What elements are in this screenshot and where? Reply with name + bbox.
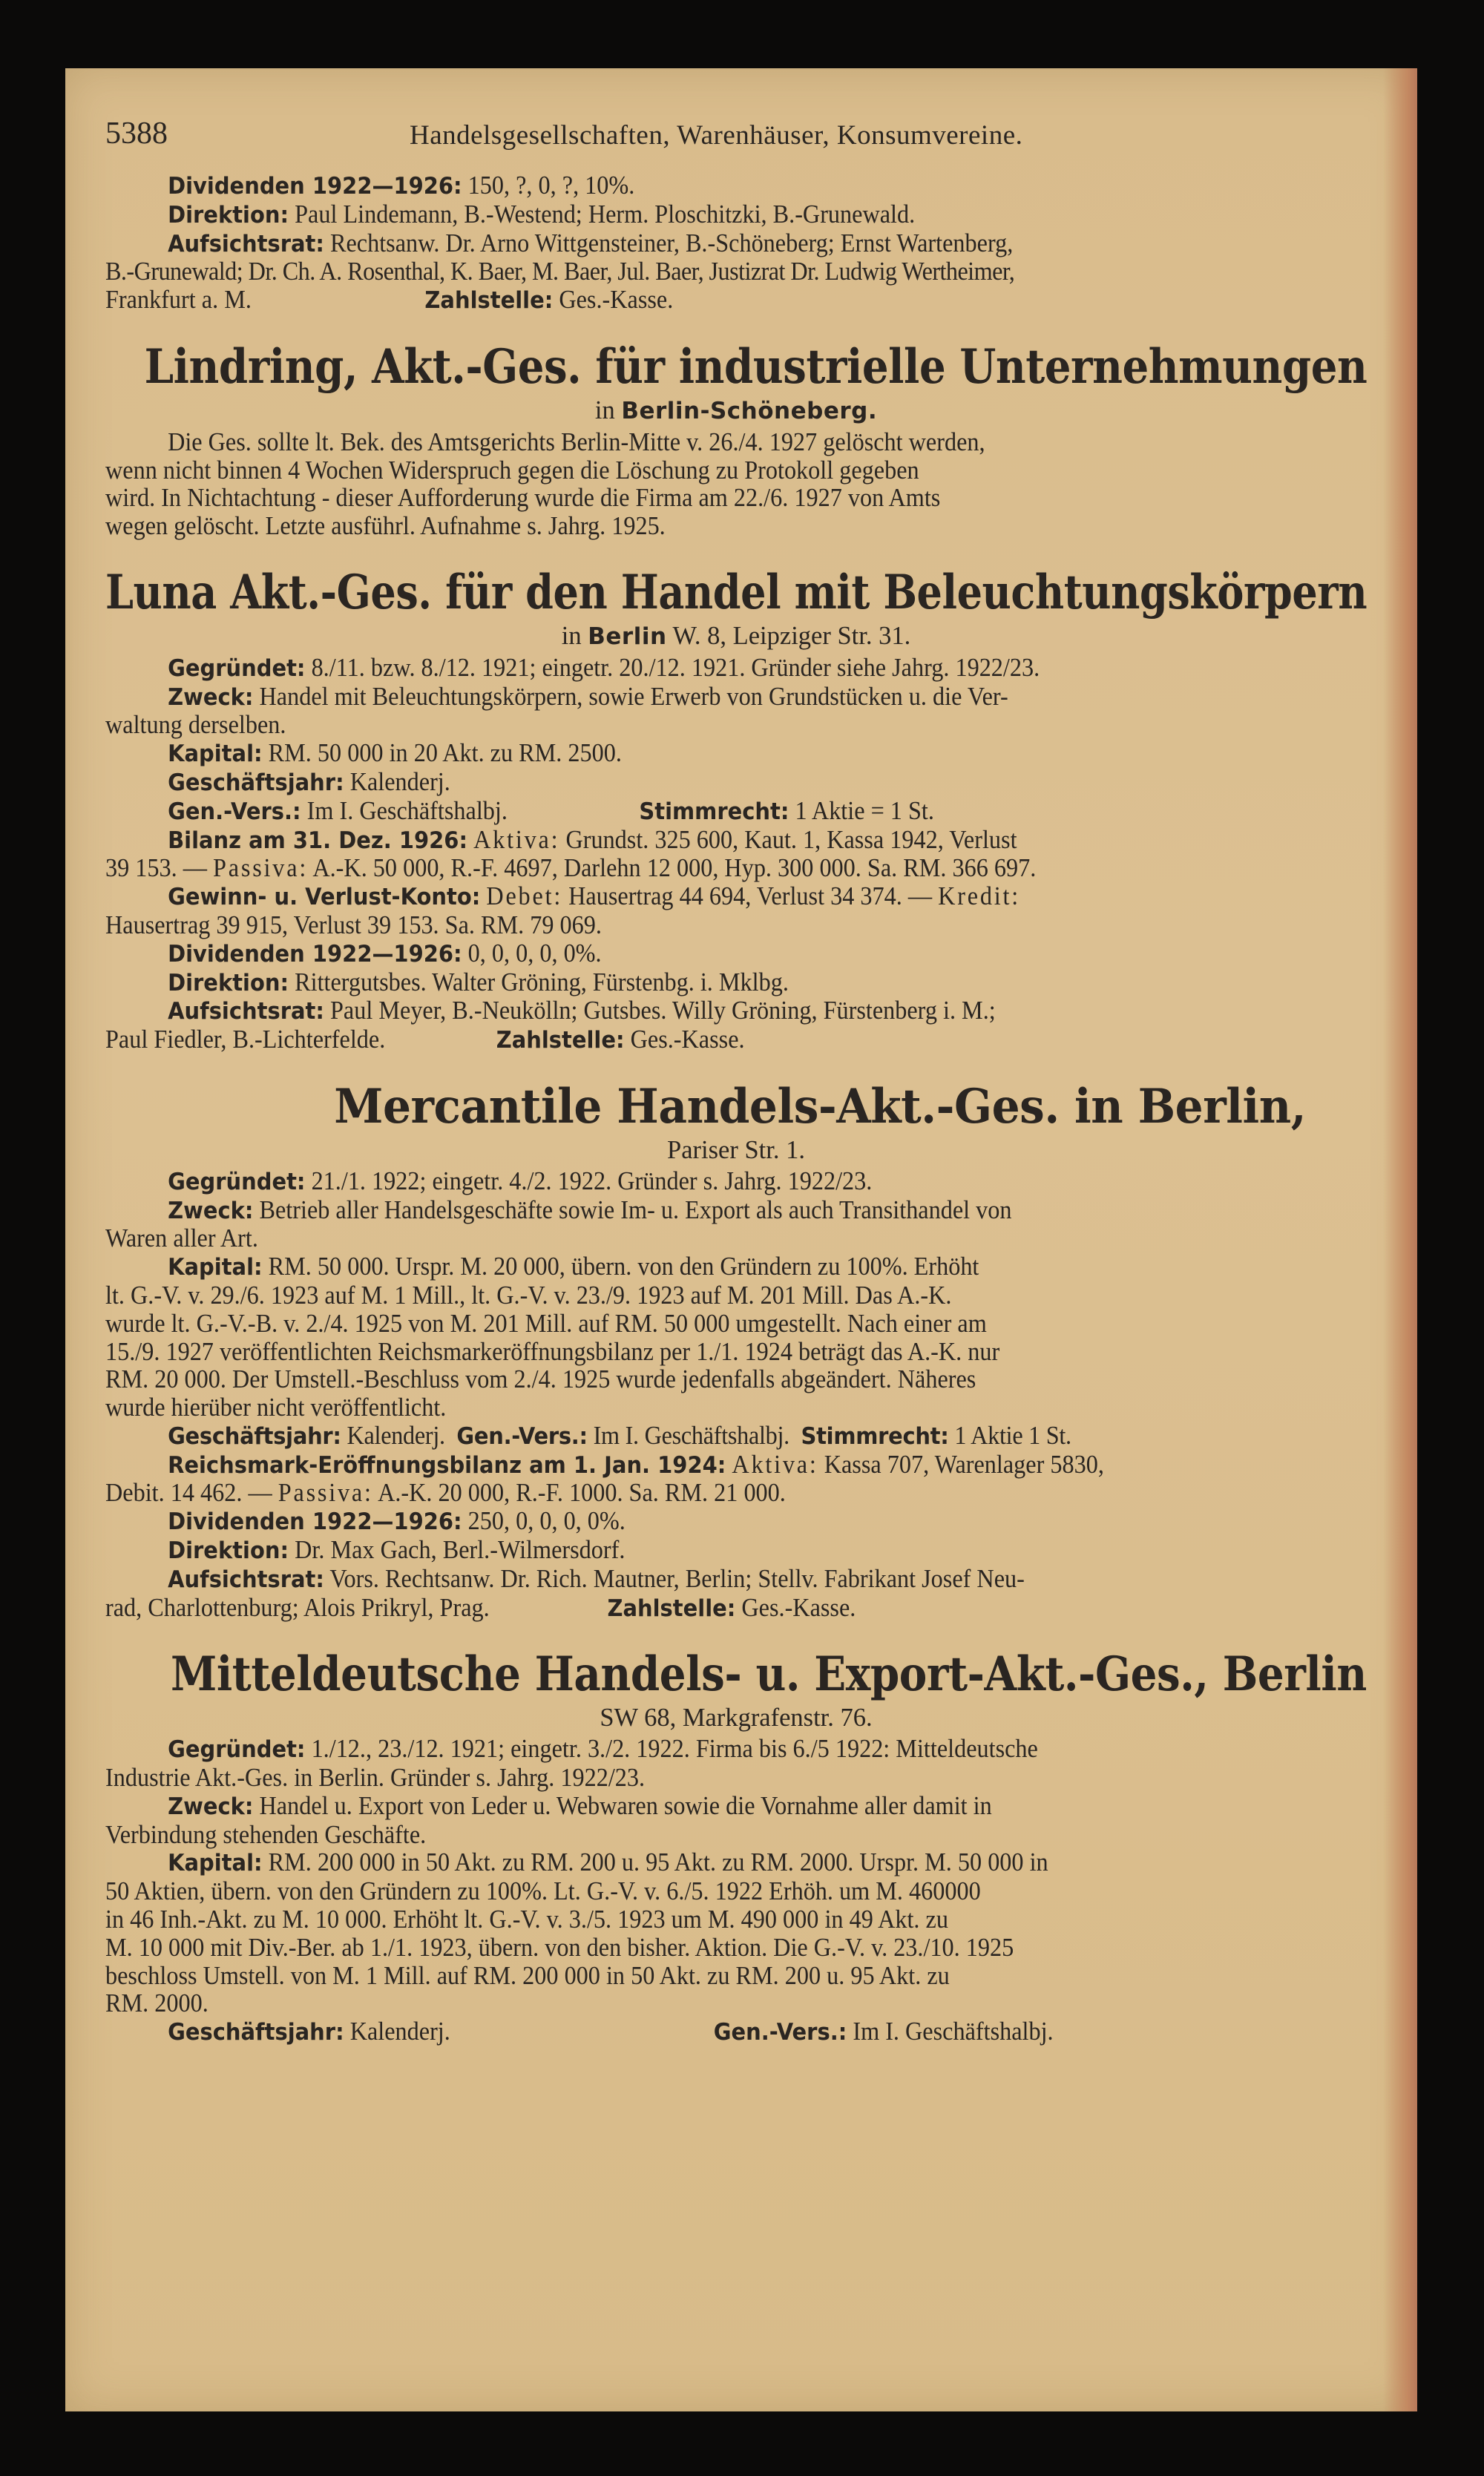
entry-location: in Berlin-Schöneberg. [594,395,878,424]
text-line: Direktion: Dr. Max Gach, Berl.-Wilmersdorf. [168,1536,626,1565]
text-line: Aufsichtsrat: Rechtsanw. Dr. Arno Wittgensteiner, B.-Schöneberg; Ernst Wartenberg, [168,229,1014,257]
prev-entry [105,172,1417,315]
text-line: Geschäftsjahr: Kalenderj. [168,767,450,796]
text-line: 39 153. — Passiva: A.-K. 50 000, R.-F. 4697, Darlehn 12 000, Hyp. 300 000. Sa. RM. 366 697. [105,854,1037,883]
text-line: lt. G.-V. v. 29./6. 1923 auf M. 1 Mill., lt. G.-V. v. 23./9. 1923 auf M. 201 Mill. Das A.-K. [105,1281,952,1310]
text-line: Paul Fiedler, B.-Lichterfelde. Zahlstelle: Ges.-Kasse. [105,1025,745,1054]
text-line: Die Ges. sollte lt. Bek. des Amtsgerichts Berlin-Mitte v. 26./4. 1927 gelöscht werden, [168,427,985,456]
text-line: Reichsmark-Eröffnungsbilanz am 1. Jan. 1924: Aktiva: Kassa 707, Warenlager 5830, [168,1450,1104,1479]
text-line: Geschäftsjahr: Kalenderj. Gen.-Vers.: Im I. Geschäftshalbj. Stimmrecht: 1 Aktie 1 St. [168,1421,1071,1450]
running-title: Handelsgesellschaften, Warenhäuser, Konsumvereine. [410,120,1023,151]
text-line: Gen.-Vers.: Im I. Geschäftshalbj. Stimmrecht: 1 Aktie = 1 St. [168,796,934,825]
entry-title: Mercantile Handels-Akt.-Ges. in Berlin, [334,1078,1307,1134]
text-line: M. 10 000 mit Div.-Ber. ab 1./1. 1923, übern. von den bisher. Aktion. Die G.-V. v. 23./10. 1925 [105,1933,1014,1962]
page-header [105,116,1417,172]
text-line: wenn nicht binnen 4 Wochen Widerspruch gegen die Löschung zu Protokoll gegeben [105,456,919,485]
text-line: RM. 2000. [105,1989,209,2018]
text-line: Direktion: Rittergutsbes. Walter Gröning, Fürstenbg. i. Mklbg. [168,968,789,996]
text-line: Aufsichtsrat: Paul Meyer, B.-Neukölln; Gutsbes. Willy Gröning, Fürstenberg i. M.; [168,996,996,1025]
text-line: waltung derselben. [105,711,286,740]
text-line: B.-Grunewald; Dr. Ch. A. Rosenthal, K. Baer, M. Baer, Jul. Baer, Justizrat Dr. Ludwig Wertheimer, [105,257,1015,286]
entry-luna [105,563,1417,1055]
text-line: beschloss Umstell. von M. 1 Mill. auf RM. 200 000 in 50 Akt. zu RM. 200 u. 95 Akt. zu [105,1961,950,1990]
text-line: Gewinn- u. Verlust-Konto: Debet: Hausertrag 44 694, Verlust 34 374. — Kredit: [168,882,1021,911]
entry-title: Mitteldeutsche Handels- u. Export-Akt.-Ges., Berlin [170,1646,1367,1703]
text-line: Kapital: RM. 50 000. Urspr. M. 20 000, übern. von den Gründern zu 100%. Erhöht [168,1252,979,1281]
text-line: wegen gelöscht. Letzte ausführl. Aufnahme s. Jahrg. 1925. [105,512,666,541]
text-line: Industrie Akt.-Ges. in Berlin. Gründer s. Jahrg. 1922/23. [105,1764,646,1793]
text-line: Zweck: Handel mit Beleuchtungskörpern, sowie Erwerb von Grundstücken u. die Ver- [168,682,1008,711]
scanned-page [65,68,1417,2411]
text-line: Gegründet: 8./11. bzw. 8./12. 1921; eingetr. 20./12. 1921. Gründer siehe Jahrg. 1922/23. [168,653,1040,682]
entry-location: Pariser Str. 1. [667,1135,805,1164]
entry-lindring [105,338,1417,541]
text-line: wird. In Nichtachtung - dieser Aufforderung wurde die Firma am 22./6. 1927 von Amts [105,484,941,513]
text-line: Debit. 14 462. — Passiva: A.-K. 20 000, R.-F. 1000. Sa. RM. 21 000. [105,1479,786,1508]
text-line: wurde lt. G.-V.-B. v. 2./4. 1925 von M. 201 Mill. auf RM. 50 000 umgestellt. Nach einer am [105,1309,987,1338]
entry-mercantile [105,1077,1417,1623]
page-content [105,116,1417,2361]
text-line: wurde hierüber nicht veröffentlicht. [105,1393,447,1422]
text-line: Gegründet: 1./12., 23./12. 1921; eingetr. 3./2. 1922. Firma bis 6./5 1922: Mitteldeutsche [168,1735,1038,1764]
entry-title: Luna Akt.-Ges. für den Handel mit Beleuchtungskörpern [105,564,1368,620]
text-line: Dividenden 1922—1926: 0, 0, 0, 0, 0%. [168,939,602,968]
text-line: Frankfurt a. M. Zahlstelle: Ges.-Kasse. [105,286,674,315]
text-line: Kapital: RM. 50 000 in 20 Akt. zu RM. 2500. [168,739,622,768]
text-line: Kapital: RM. 200 000 in 50 Akt. zu RM. 200 u. 95 Akt. zu RM. 2000. Urspr. M. 50 000 in [168,1848,1048,1877]
text-line: Dividenden 1922—1926: 150, ?, 0, ?, 10%. [168,171,635,200]
entry-mitteldeutsche [105,1645,1417,2047]
text-line: Aufsichtsrat: Vors. Rechtsanw. Dr. Rich. Mautner, Berlin; Stellv. Fabrikant Josef Neu- [168,1564,1025,1593]
text-line: Zweck: Betrieb aller Handelsgeschäfte sowie Im- u. Export als auch Transithandel von [168,1195,1012,1224]
page-number: 5388 [105,116,168,151]
text-line: Gegründet: 21./1. 1922; eingetr. 4./2. 1922. Gründer s. Jahrg. 1922/23. [168,1166,873,1195]
text-line: Waren aller Art. [105,1224,258,1253]
text-line: Geschäftsjahr: Kalenderj. Gen.-Vers.: Im I. Geschäftshalbj. [168,2017,1054,2046]
text-line: Bilanz am 31. Dez. 1926: Aktiva: Grundst. 325 600, Kaut. 1, Kassa 1942, Verlust [168,825,1017,854]
text-line: Dividenden 1922—1926: 250, 0, 0, 0, 0%. [168,1507,626,1536]
entry-location: SW 68, Markgrafenstr. 76. [600,1704,873,1733]
text-line: RM. 20 000. Der Umstell.-Beschluss vom 2./4. 1925 wurde jedenfalls abgeändert. Näheres [105,1365,976,1394]
text-line: Hausertrag 39 915, Verlust 39 153. Sa. RM. 79 069. [105,910,602,939]
text-line: 50 Aktien, übern. von den Gründern zu 100%. Lt. G.-V. v. 6./5. 1922 Erhöh. um M. 460000 [105,1877,981,1906]
text-line: Direktion: Paul Lindemann, B.-Westend; Herm. Ploschitzki, B.-Grunewald. [168,200,916,229]
text-line: in 46 Inh.-Akt. zu M. 10 000. Erhöht lt. G.-V. v. 3./5. 1923 um M. 490 000 in 49 Akt. zu [105,1905,948,1934]
text-line: Zweck: Handel u. Export von Leder u. Webwaren sowie die Vornahme aller damit in [168,1791,992,1820]
entry-location: in Berlin W. 8, Leipziger Str. 31. [561,621,911,650]
text-line: Verbindung stehenden Geschäfte. [105,1820,427,1849]
entry-title: Lindring, Akt.-Ges. für industrielle Unternehmungen [144,338,1368,395]
text-line: 15./9. 1927 veröffentlichten Reichsmarkeröffnungsbilanz per 1./1. 1924 beträgt das A.-K. nur [105,1337,1000,1366]
text-line: rad, Charlottenburg; Alois Prikryl, Prag. Zahlstelle: Ges.-Kasse. [105,1593,856,1622]
